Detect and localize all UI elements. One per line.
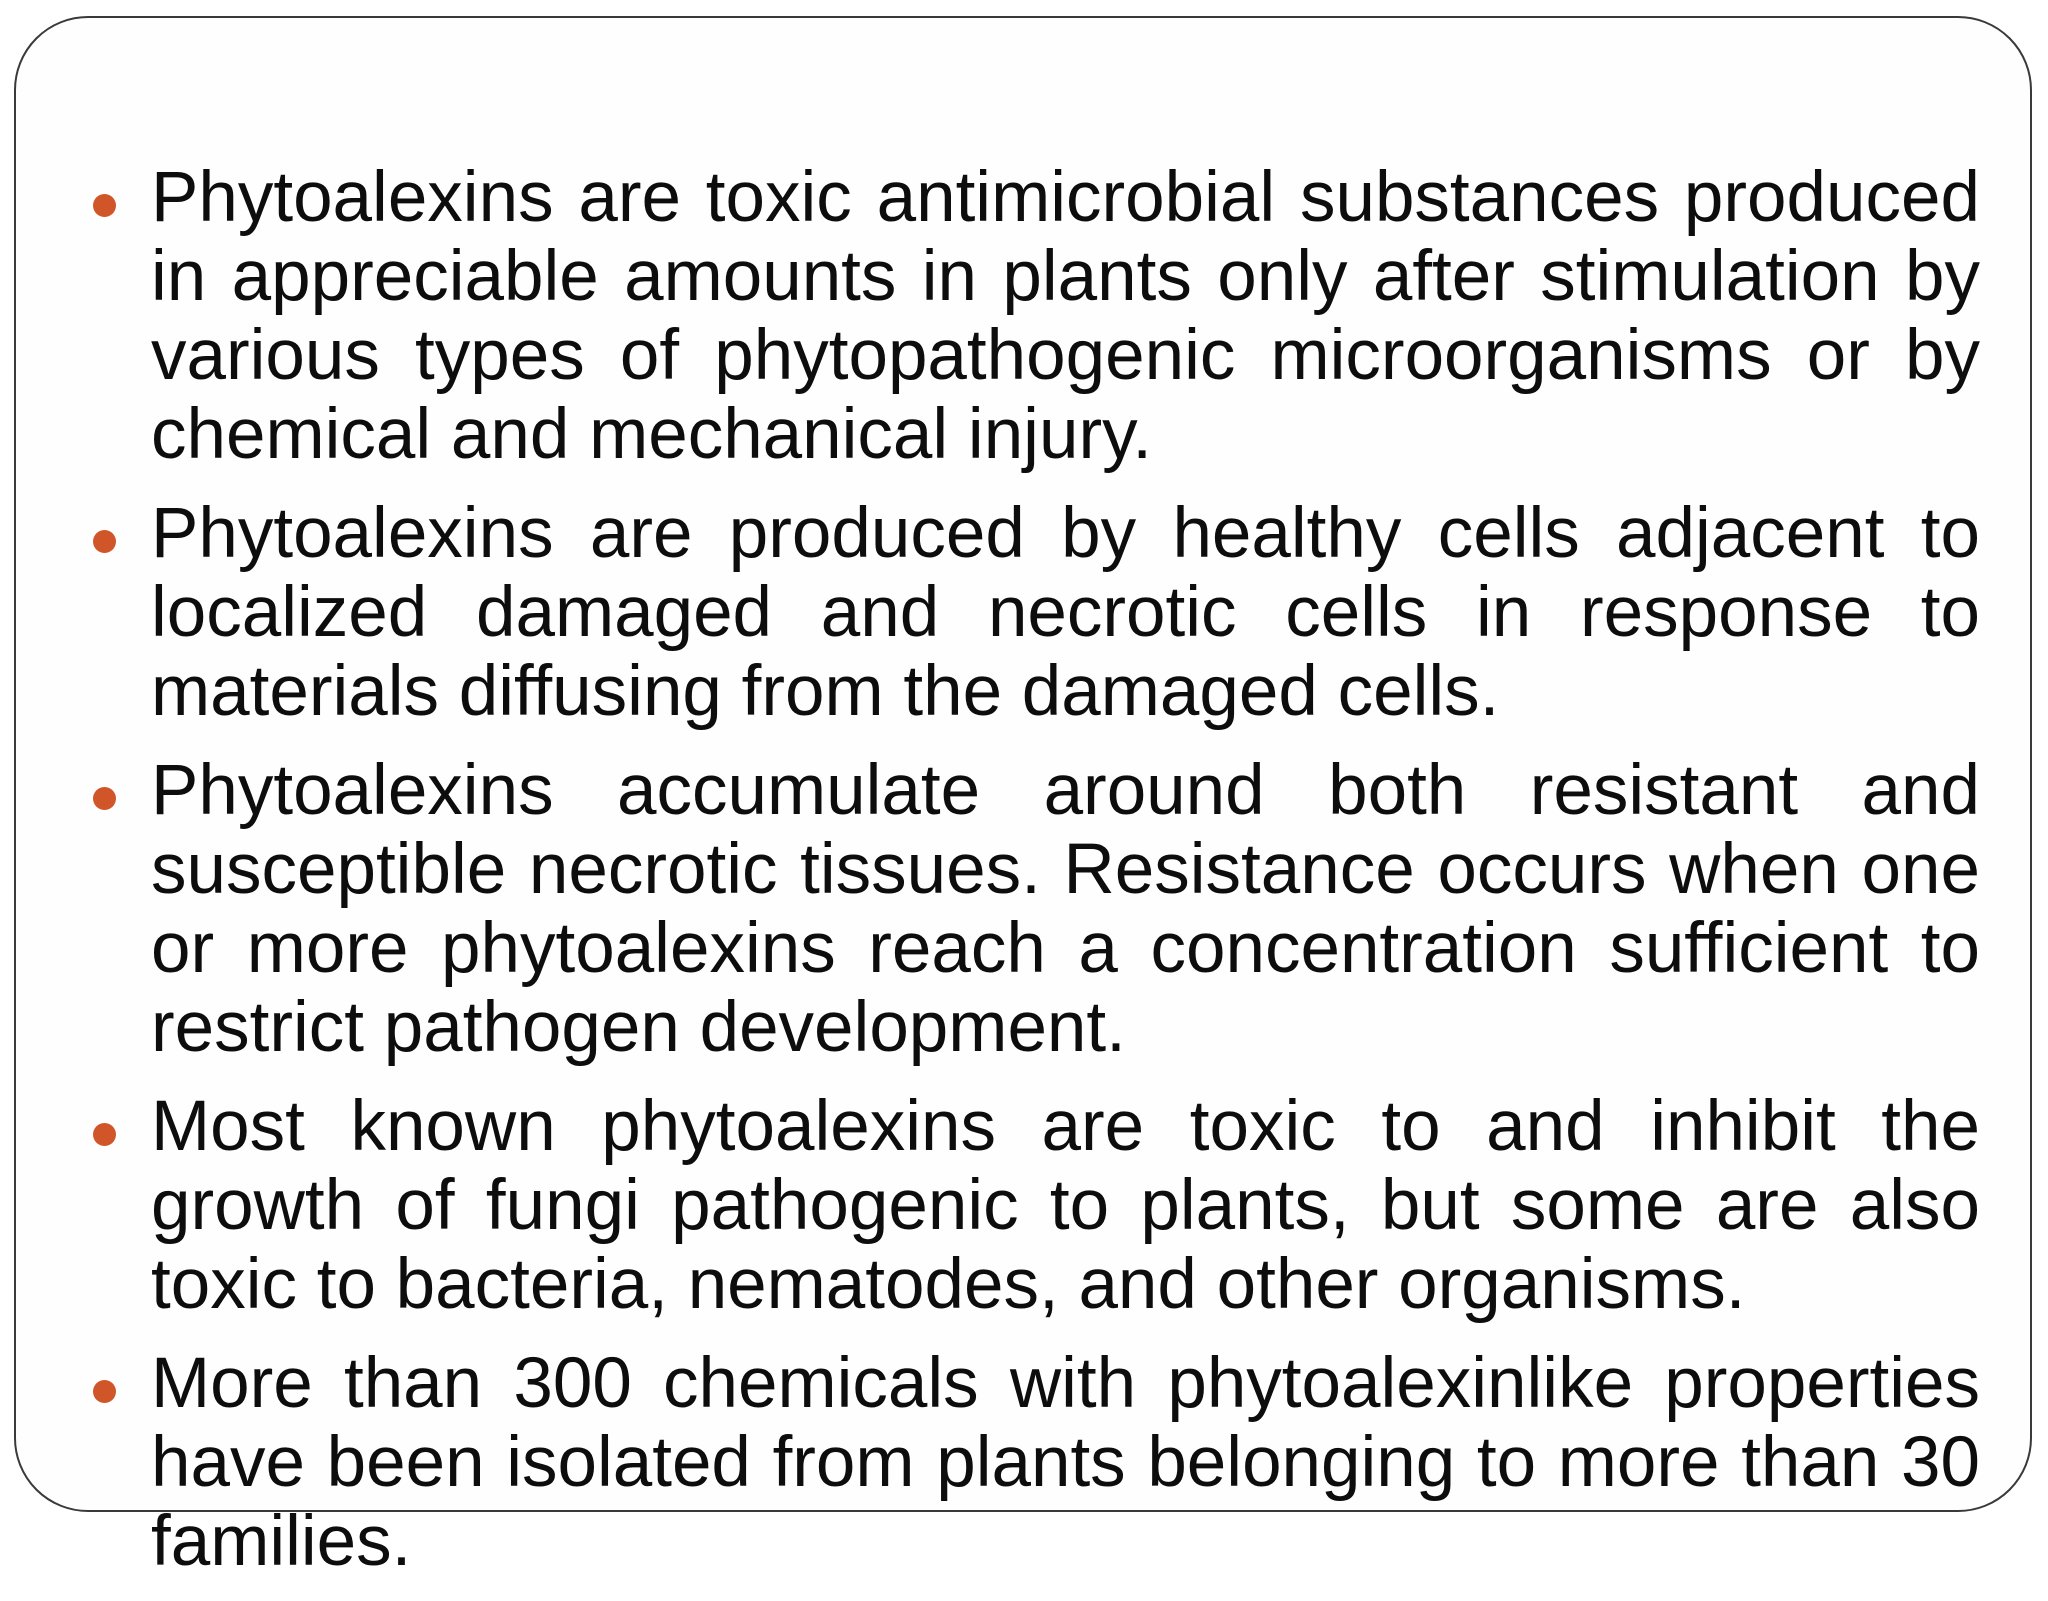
- bullet-item: [90, 158, 1980, 474]
- bullet-item: [90, 751, 1980, 1067]
- bullet-item: [90, 494, 1980, 731]
- bullet-dot-icon: [93, 194, 116, 217]
- bullet-text: Most known phytoalexins are toxic to and inhibit the growth of fungi pathogenic to plants, but some are also toxic to bacteria, nematodes, and other organisms.: [151, 1087, 1980, 1324]
- bullet-text: More than 300 chemicals with phytoalexinlike properties have been isolated from plants belonging to more than 30 families.: [151, 1344, 1980, 1581]
- bullet-item: [90, 1344, 1980, 1581]
- bullet-dot-icon: [93, 530, 116, 553]
- bullet-text: Phytoalexins are produced by healthy cells adjacent to localized damaged and necrotic cells in response to materials diffusing from the damaged cells.: [151, 494, 1980, 731]
- bullet-list: [90, 158, 1980, 1601]
- bullet-dot-icon: [93, 1380, 116, 1403]
- bullet-text: Phytoalexins accumulate around both resistant and susceptible necrotic tissues. Resistance occurs when one or more phytoalexins reach a concentration sufficient to restrict pathogen development.: [151, 751, 1980, 1067]
- bullet-item: [90, 1087, 1980, 1324]
- bullet-dot-icon: [93, 787, 116, 810]
- bullet-text: Phytoalexins are toxic antimicrobial substances produced in appreciable amounts in plants only after stimulation by various types of phytopathogenic microorganisms or by chemical and mechanical injury.: [151, 158, 1980, 474]
- bullet-dot-icon: [93, 1123, 116, 1146]
